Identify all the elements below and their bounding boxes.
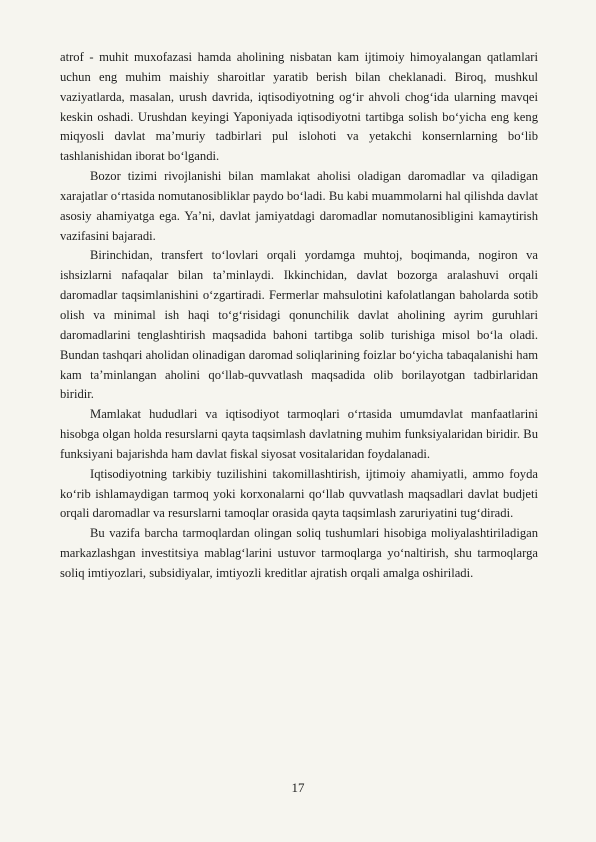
body-text bbox=[60, 48, 538, 584]
paragraph-market-system: Bozor tizimi rivojlanishi bilan mamlakat aholisi oladigan daromadlar va qiladigan xarajatlar o‘rtasida nomutanosibliklar paydo bo‘ladi. Bu kabi muammolarni hal qilishda davlat asosiy ahamiyatga ega. Ya’ni, davlat jamiyatdagi daromadlar nomutanosibligini kamaytirish vazifasini bajaradi. bbox=[60, 169, 538, 243]
paragraph-transfer-payments: Birinchidan, transfert to‘lovlari orqali yordamga muhtoj, boqimanda, nogiron va ishsizlarni nafaqalar bilan ta’minlaydi. Ikkinchidan, davlat bozorga aralashuvi orqali daromadlar taqsimlanishini o‘zgartiradi. Fermerlar mahsulotini kafolatlangan baholarda sotib olish va minimal ish haqi to‘g‘risidagi qonunchilik davlat aholining ayrim guruhlari daromadlarini tenglashtirish maqsadida bahoni tartibga solib turishiga misol bo‘la oladi. Bundan tashqari aholidan olinadigan daromad soliqlarining foizlar bo‘yicha tabaqalanishi ham kam ta’minlangan aholini qo‘llab-quvvatlash maqsadida olib borilayotgan tadbirlaridan biridir. bbox=[60, 248, 538, 402]
paragraph-resource-redistribution: Mamlakat hududlari va iqtisodiyot tarmoqlari o‘rtasida umumdavlat manfaatlarini hisobga olgan holda resurslarni qayta taqsimlash davlatning muhim funksiyalaridan biridir. Bu funksiyani bajarishda ham davlat fiskal siyosat vositalaridan foydalanadi. bbox=[60, 407, 538, 461]
paragraph-continuation: atrof - muhit muxofazasi hamda aholining nisbatan kam ijtimoiy himoyalangan qatlamlari uchun eng muhim maishiy sharoitlar yaratib berish bilan cheklanadi. Biroq, mushkul vaziyatlarda, masalan, urush davrida, iqtisodiyotning og‘ir ahvoli chog‘ida ularning mavqei keskin oshadi. Urushdan keyingi Yaponiyada iqtisodiyotni tartibga solish bo‘yicha eng keng miqyosli davlat ma’muriy tadbirlari pul islohoti va yetakchi konsernlarning bo‘lib tashlanishidan iborat bo‘lgandi. bbox=[60, 50, 538, 164]
paragraph-structural-improvement: Iqtisodiyotning tarkibiy tuzilishini takomillashtirish, ijtimoiy ahamiyatli, ammo foyda ko‘rib ishlamaydigan tarmoq yoki korxonalarni qo‘llab quvvatlash maqsadlari davlat budjeti orqali daromadlar va resurslarni tamoqlar orasida qayta taqsimlash zaruriyatini tug‘diradi. bbox=[60, 466, 538, 521]
page-number: 17 bbox=[291, 780, 305, 795]
paragraph-investment-funds: Bu vazifa barcha tarmoqlardan olingan soliq tushumlari hisobiga moliyalashtiriladigan markazlashgan investitsiya mablag‘larini ustuvor tarmoqlarga yo‘naltirish, shu tarmoqlarga soliq imtiyozlari, subsidiyalar, imtiyozli kreditlar ajratish orqali amalga oshiriladi. bbox=[60, 526, 538, 580]
